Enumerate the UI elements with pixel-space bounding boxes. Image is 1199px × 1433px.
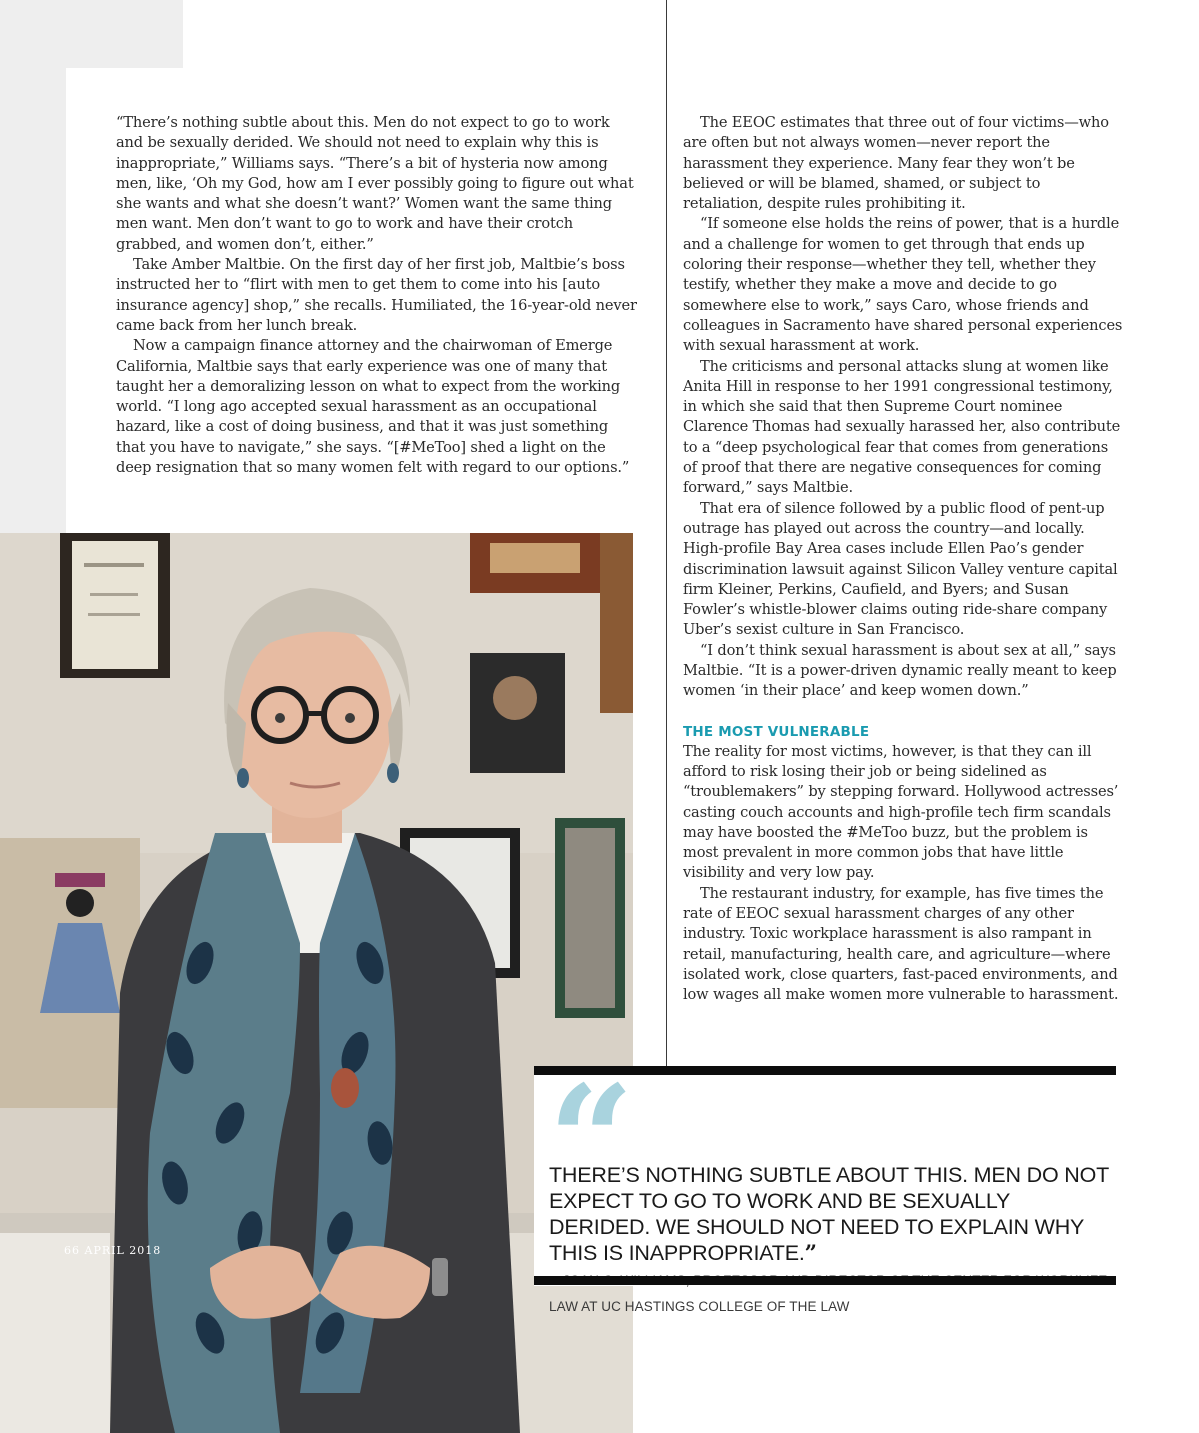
margin-gray-block <box>0 68 66 534</box>
corner-gray-block <box>0 0 183 68</box>
paragraph: The reality for most victims, however, is that they can ill afford to risk losing their job or being sidelined as “troublemakers” by stepping forward. Hollywood actresses’ casting couch accounts and high-profile tech firm scandals may have boosted the #MeToo buzz, but the problem is most prevalent in more common jobs that have little visibility and very low pay. <box>683 742 1119 882</box>
section-subhead: THE MOST VULNERABLE <box>683 723 870 740</box>
portrait-illustration <box>0 533 633 1433</box>
paragraph: The EEOC estimates that three out of four victims—who are often but not always women—never report the harassment they experience. Many fear they won’t be believed or will be blamed, shamed, or subject to retaliation, despite rules prohibiting it. <box>683 114 1109 213</box>
pull-quote-bottom-rule <box>534 1276 1116 1285</box>
paragraph: The criticisms and personal attacks slung at women like Anita Hill in response to her 1991 congressional testimony, in which she said that then Supreme Court nominee Clarence Thomas had sexually harassed her, also contribute to a “deep psychological fear that comes from generations of proof that there are negative consequences for coming forward,” says Maltbie. <box>683 357 1121 497</box>
paragraph: Now a campaign finance attorney and the chairwoman of Emerge California, Maltbie says that early experience was one of many that taught her a demoralizing lesson on what to expect from the working world. “I long ago accepted sexual harassment as an occupational hazard, like a cost of doing business, and that it was just something that you have to navigate,” she says. “[#MeToo] shed a light on the deep resignation that so many women felt with regard to our options.” <box>116 337 630 477</box>
pull-quote-closing-mark: ” <box>804 1241 817 1266</box>
paragraph: “I don’t think sexual harassment is about sex at all,” says Maltbie. “It is a power-driven dynamic really meant to keep women ‘in their place’ and keep women down.” <box>683 641 1117 700</box>
quote-mark-icon: “ <box>548 1053 635 1229</box>
paragraph: Take Amber Maltbie. On the first day of her first job, Maltbie’s boss instructed her to “flirt with men to get them to come into his [auto insurance agency] shop,” she recalls. Humiliated, the 16-year-old never came back from her lunch break. <box>116 256 637 334</box>
paragraph: The restaurant industry, for example, has five times the rate of EEOC sexual harassment charges of any other industry. Toxic workplace harassment is also rampant in retail, manufacturing, health care, and agriculture—where isolated work, close quarters, fast-paced environments, and low wages all make women more vulnerable to harassment. <box>683 884 1119 1004</box>
pull-quote-attribution: LAW AT UC HASTINGS COLLEGE OF THE LAW <box>549 1299 850 1314</box>
pull-quote-body: THERE’S NOTHING SUBTLE ABOUT THIS. MEN DO NOT EXPECT TO GO TO WORK AND BE SEXUALLY DERIDED. WE SHOULD NOT NEED TO EXPLAIN WHY THIS IS INAPPROPRIATE. <box>549 1163 1109 1265</box>
pull-quote-text <box>549 1162 1109 1267</box>
portrait-photo <box>0 533 633 1433</box>
right-column <box>683 113 1123 1005</box>
column-divider <box>666 0 667 1068</box>
pull-quote <box>534 1053 1116 1314</box>
left-column <box>116 113 638 478</box>
paragraph: “There’s nothing subtle about this. Men do not expect to go to work and be sexually derided. We should not need to explain why this is inappropriate,” Williams says. “There’s a bit of hysteria now among men, like, ‘Oh my God, how am I ever possibly going to figure out what she wants and what she doesn’t want?’ Women want the same thing men want. Men don’t want to go to work and have their crotch grabbed, and women don’t, either.” <box>116 114 634 253</box>
page-folio: 66 APRIL 2018 <box>64 1244 162 1257</box>
paragraph: That era of silence followed by a public flood of pent-up outrage has played out across the country—and locally. High-profile Bay Area cases include Ellen Pao’s gender discrimination lawsuit against Silicon Valley venture capital firm Kleiner, Perkins, Caufield, and Byers; and Susan Fowler’s whistle-blower claims outing ride-share company Uber’s sexist culture in San Francisco. <box>683 499 1118 639</box>
paragraph: “If someone else holds the reins of power, that is a hurdle and a challenge for women to get through that ends up coloring their response—whether they tell, whether they testify, whether they make a move and decide to go somewhere else to work,” says Caro, whose friends and colleagues in Sacramento have shared personal experiences with sexual harassment at work. <box>683 215 1123 355</box>
